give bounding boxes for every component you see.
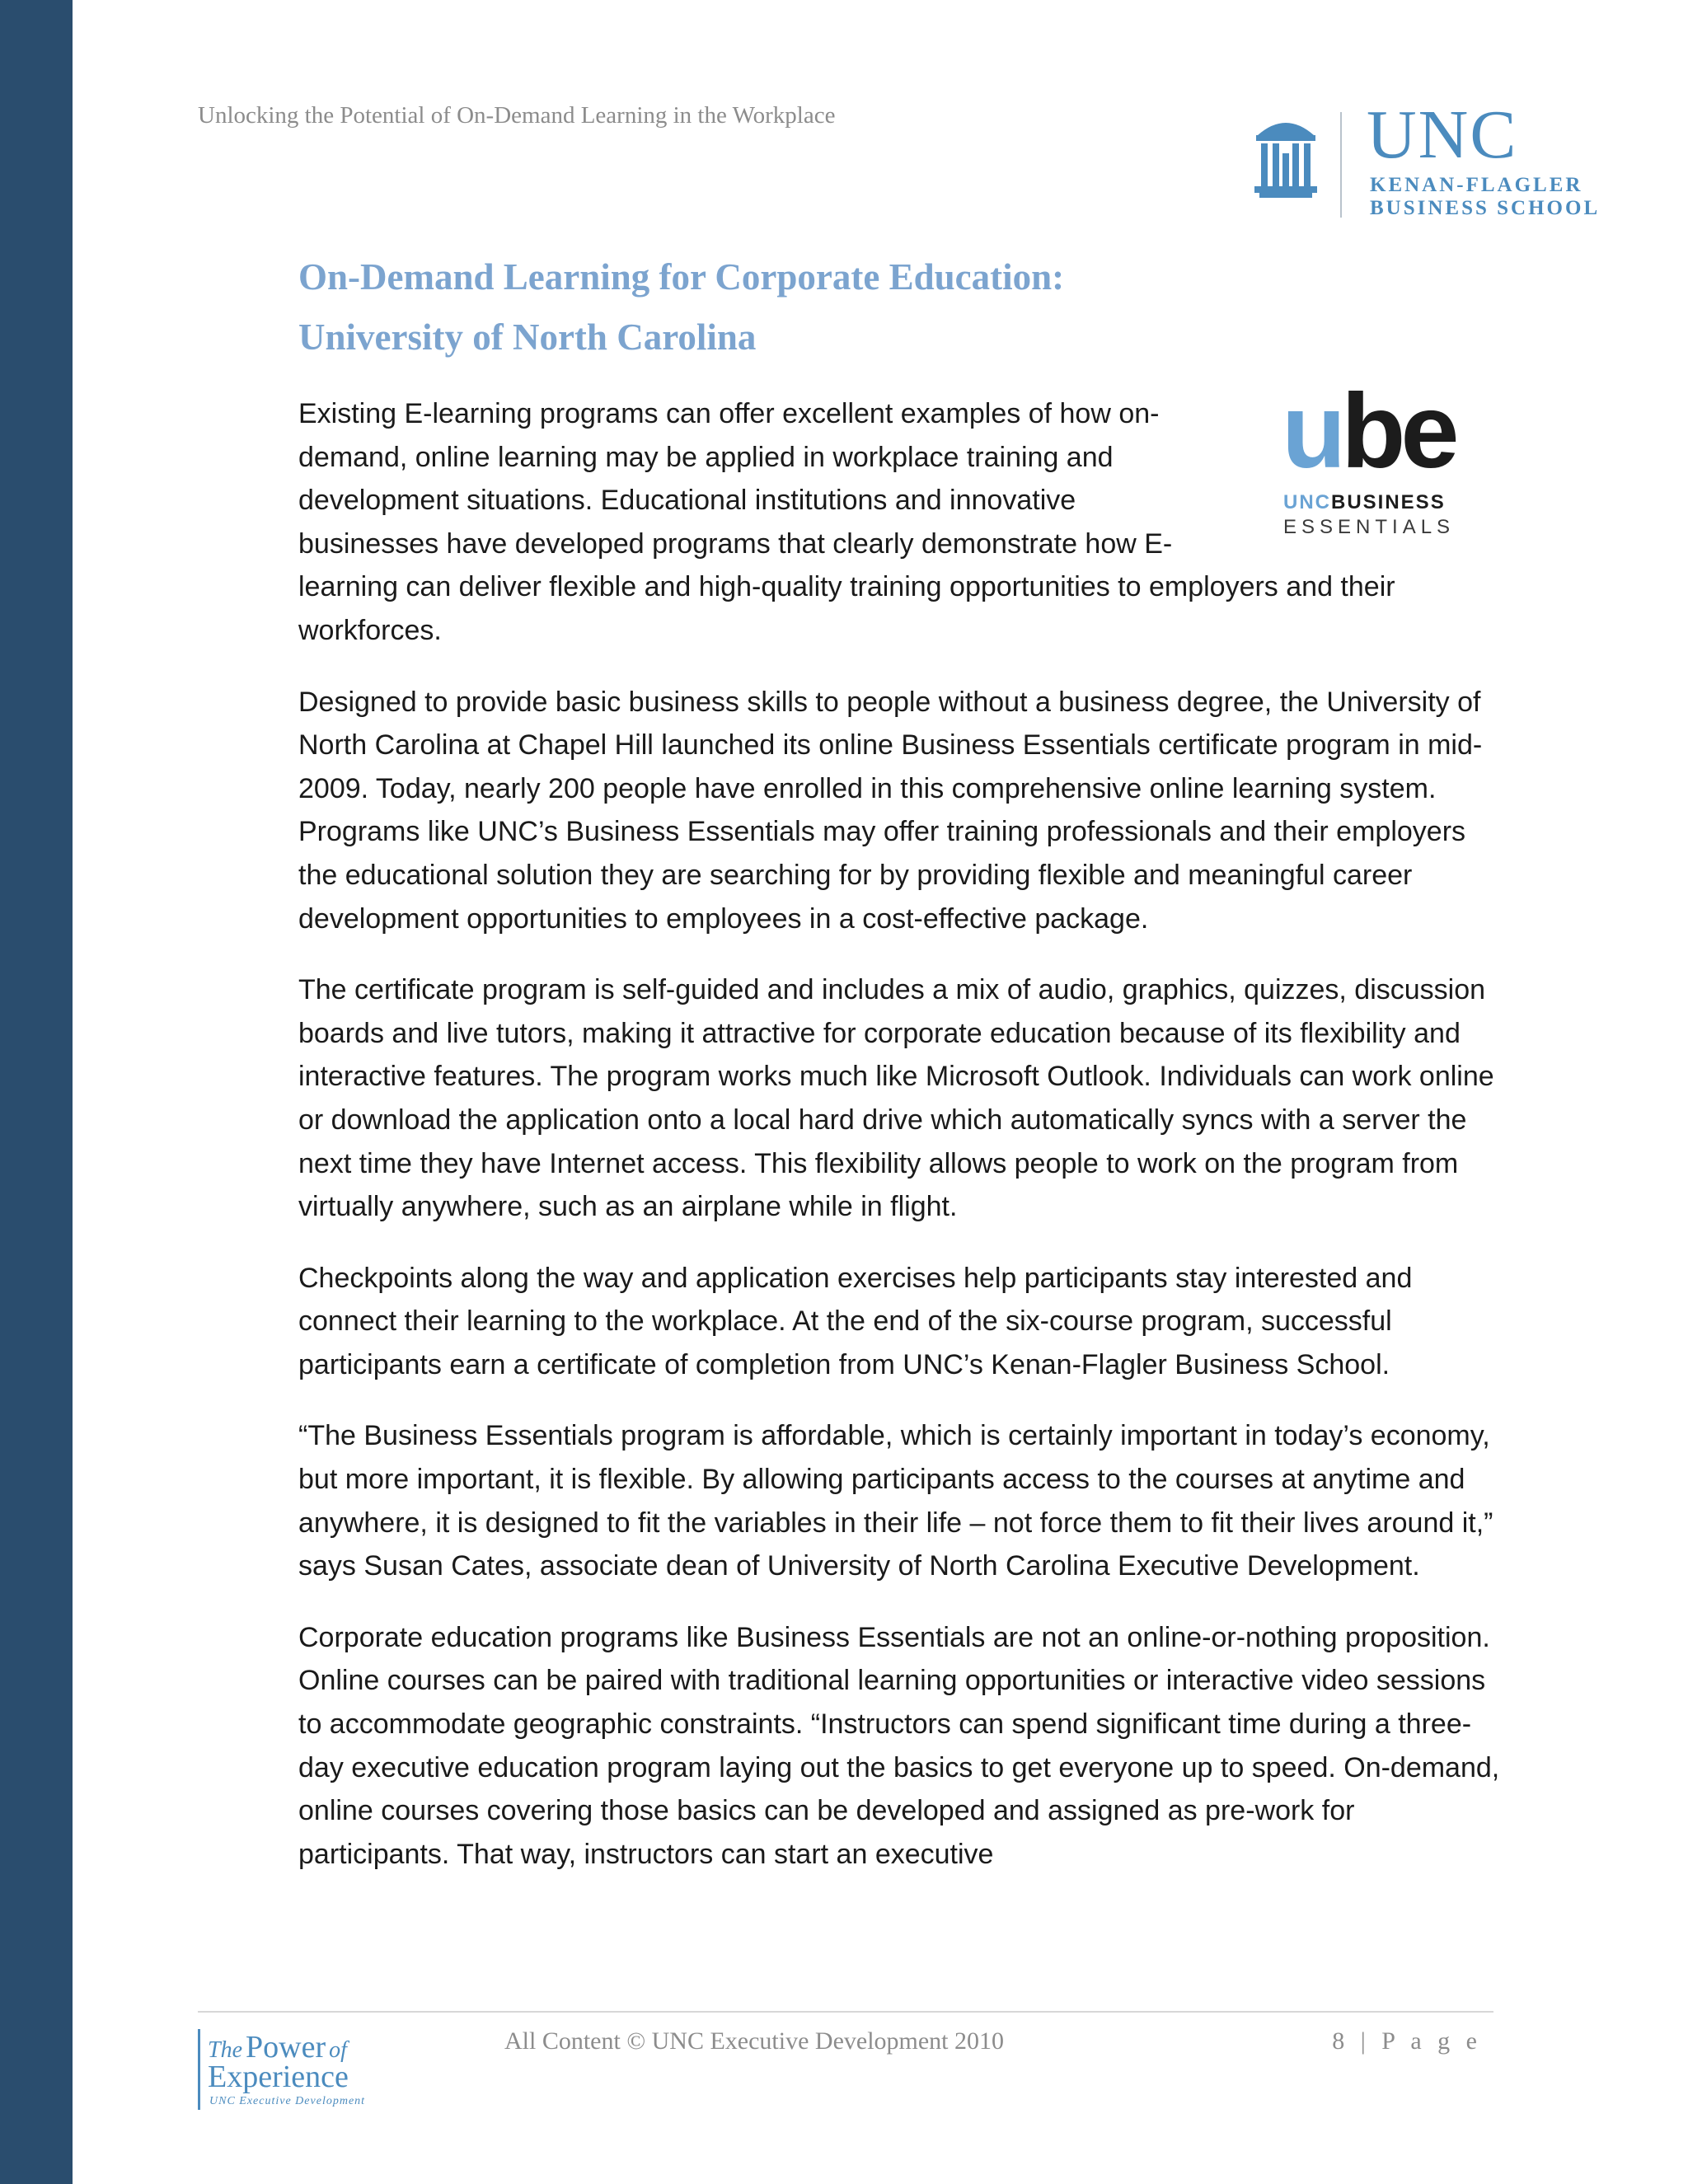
footer-logo-subtitle: UNC Executive Development <box>209 2095 366 2107</box>
old-well-icon <box>1253 110 1319 201</box>
paragraph: Designed to provide basic business skills to people without a business degree, the University of North Carolina at Chapel Hill launched its online Business Essentials certificate program in mid-2009. Today, nearly 200 people have enrolled in this comprehensive online learning system. Programs like UNC’s Business Essentials may offer training professionals and their employers the educational solution they are searching for by providing flexible and meaningful career development opportunities to employees in a cost-effective package. <box>298 686 1483 935</box>
ube-essentials: ESSENTIALS <box>1283 516 1456 538</box>
left-side-bar <box>0 0 73 2184</box>
article-title-line2: University of North Carolina <box>298 316 757 358</box>
logo-business-school: BUSINESS SCHOOL <box>1370 197 1601 219</box>
logo-float-spacer <box>1205 392 1502 557</box>
paragraph: “The Business Essentials program is affordable, which is certainly important in today’s economy, but more important, it is flexible. By allowing participants access to the courses at anytime and anywhere, it is designed to fit the variables in their life – not force them to fit their lives around it,” says Susan Cates, associate dean of University of North Carolina Executive Development. <box>298 1420 1493 1582</box>
footer-logo-line1: The Power of <box>208 2030 347 2064</box>
logo-kenan-flagler: KENAN-FLAGLER <box>1370 174 1583 196</box>
paragraph: The certificate program is self-guided and includes a mix of audio, graphics, quizzes, discussion boards and live tutors, making it attractive for corporate education because of its flexibility and interactive features. The program works much like Microsoft Outlook. Individuals can work online or download the application onto a local hard drive which automatically syncs with a server the next time they have Internet access. This flexibility allows people to work on the program from virtually anywhere, such as an airplane while in flight. <box>298 974 1494 1223</box>
footer-logo-experience: Experience <box>208 2060 349 2094</box>
footer-copyright: All Content © UNC Executive Development 2010 <box>504 2027 1005 2055</box>
footer-logo-bar <box>198 2029 200 2110</box>
logo-unc-wordmark: UNC <box>1367 96 1518 173</box>
footer-rule <box>198 2011 1493 2013</box>
paragraph: Corporate education programs like Business Essentials are not an online-or-nothing proposition. Online courses can be paired with traditional learning opportunities or interactive video sessions to accommodate geographic constraints. “Instructors can spend significant time during a three-day executive education program laying out the basics to get everyone up to speed. On-demand, online courses covering those basics can be developed and assigned as pre-work for participants. That way, instructors can start an executive <box>298 1621 1500 1870</box>
article-body <box>298 392 1502 1904</box>
power-of-experience-logo <box>198 2029 396 2111</box>
logo-divider <box>1340 112 1342 218</box>
paragraph: Existing E-learning programs can offer excellent examples of how on-demand, online learning may be applied in workplace training and development situations. Educational institutions and innovative businesses have developed programs that clearly demonstrate how E-learning can deliver flexible and high-quality training opportunities to employers and their workforces. <box>298 398 1395 646</box>
unc-kenan-flagler-logo <box>1253 96 1624 221</box>
article-title <box>298 247 1064 368</box>
ube-unc-business: UNCBUSINESS <box>1283 491 1446 513</box>
paragraph: Checkpoints along the way and application exercises help participants stay interested and connect their learning to the workplace. At the end of the six-course program, successful participants earn a certificate of completion from UNC’s Kenan-Flagler Business School. <box>298 1262 1413 1380</box>
page-number: 8 | P a g e <box>1332 2027 1482 2055</box>
ube-mark: ube <box>1282 373 1455 490</box>
article-title-line1: On-Demand Learning for Corporate Education: <box>298 256 1065 298</box>
running-header: Unlocking the Potential of On-Demand Learning in the Workplace <box>198 102 836 129</box>
